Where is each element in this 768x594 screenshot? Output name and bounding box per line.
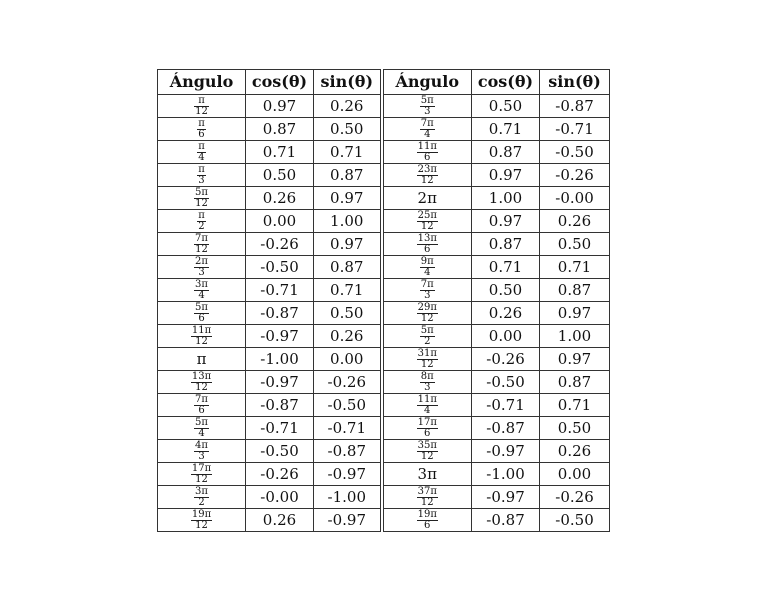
- angle-fraction: [191, 326, 212, 347]
- header-cos-left: cos(θ): [246, 70, 314, 95]
- angle-cell-right: [382, 279, 472, 302]
- sin-cell-left: 0.87: [314, 164, 382, 187]
- angle-denominator: 12: [420, 450, 434, 462]
- cos-cell-right: 1.00: [472, 187, 540, 210]
- sin-cell-left: 0.71: [314, 141, 382, 164]
- angle-fraction: [194, 257, 209, 278]
- angle-denominator: 6: [198, 312, 205, 324]
- angle-fraction: [194, 418, 209, 439]
- angle-denominator: 12: [420, 312, 434, 324]
- angle-denominator: 6: [424, 427, 431, 439]
- cos-cell-left: -0.50: [246, 440, 314, 463]
- sin-cell-right: -0.00: [540, 187, 610, 210]
- angle-numerator: 17π: [191, 462, 212, 474]
- trig-values-table: [157, 69, 610, 532]
- angle-numerator: 11π: [417, 140, 437, 152]
- angle-numerator: 3π: [195, 485, 208, 497]
- angle-fraction: [194, 487, 209, 508]
- angle-fraction: [420, 372, 435, 393]
- angle-fraction: [417, 165, 438, 186]
- sin-cell-left: -1.00: [314, 486, 382, 509]
- angle-denominator: 12: [195, 105, 208, 117]
- angle-denominator: 12: [195, 243, 208, 255]
- angle-numerator: 35π: [417, 439, 437, 451]
- cos-cell-left: -1.00: [246, 348, 314, 371]
- sin-cell-left: -0.26: [314, 371, 382, 394]
- angle-fraction: [420, 96, 435, 117]
- sin-cell-right: -0.26: [540, 164, 610, 187]
- angle-cell-right: [382, 95, 472, 118]
- cos-cell-right: 0.87: [472, 233, 540, 256]
- angle-numerator: 23π: [417, 163, 437, 175]
- angle-denominator: 12: [195, 519, 208, 531]
- angle-cell-left: [158, 95, 246, 118]
- table-row: [158, 141, 610, 164]
- angle-cell-right: [382, 210, 472, 233]
- angle-fraction: [197, 142, 206, 163]
- angle-numerator: 31π: [417, 347, 437, 359]
- cos-cell-left: -0.26: [246, 233, 314, 256]
- sin-cell-left: 1.00: [314, 210, 382, 233]
- angle-numerator: 5π: [195, 416, 208, 428]
- sin-cell-left: -0.97: [314, 509, 382, 532]
- cos-cell-left: -0.50: [246, 256, 314, 279]
- angle-fraction: [194, 96, 209, 117]
- sin-cell-left: -0.50: [314, 394, 382, 417]
- table-row: [158, 486, 610, 509]
- angle-cell-left: [158, 141, 246, 164]
- angle-cell-right: [382, 118, 472, 141]
- angle-numerator: 13π: [191, 370, 212, 382]
- angle-fraction: [191, 372, 212, 393]
- angle-fraction: [194, 188, 209, 209]
- cos-cell-left: 0.71: [246, 141, 314, 164]
- sin-cell-right: 0.50: [540, 233, 610, 256]
- angle-denominator: 4: [198, 289, 205, 301]
- header-cos-right: cos(θ): [472, 70, 540, 95]
- angle-fraction: [194, 303, 209, 324]
- angle-denominator: 2: [198, 220, 205, 232]
- cos-cell-left: 0.26: [246, 187, 314, 210]
- sin-cell-right: 0.87: [540, 279, 610, 302]
- angle-denominator: 3: [424, 381, 431, 393]
- sin-cell-right: 0.71: [540, 394, 610, 417]
- cos-cell-right: 0.71: [472, 118, 540, 141]
- angle-cell-left: [158, 509, 246, 532]
- angle-numerator: π: [194, 96, 209, 107]
- angle-cell-right: [382, 256, 472, 279]
- angle-numerator: π: [198, 117, 205, 129]
- angle-denominator: 6: [424, 151, 431, 163]
- angle-numerator: 7π: [420, 117, 434, 129]
- cos-cell-right: 0.50: [472, 95, 540, 118]
- angle-fraction: [417, 349, 438, 370]
- sin-cell-left: 0.50: [314, 118, 382, 141]
- cos-cell-right: -0.71: [472, 394, 540, 417]
- angle-denominator: 12: [195, 197, 208, 209]
- sin-cell-right: -0.87: [540, 95, 610, 118]
- sin-cell-right: 0.71: [540, 256, 610, 279]
- sin-cell-left: 0.97: [314, 187, 382, 210]
- table-row: [158, 279, 610, 302]
- cos-cell-left: 0.26: [246, 509, 314, 532]
- angle-denominator: 12: [420, 496, 434, 508]
- table-row: [158, 348, 610, 371]
- table-body: [158, 95, 610, 532]
- angle-fraction: [197, 211, 206, 232]
- angle-denominator: 4: [198, 151, 205, 163]
- angle-cell-left: [158, 394, 246, 417]
- angle-denominator: 4: [424, 128, 431, 140]
- sin-cell-right: -0.26: [540, 486, 610, 509]
- header-sin-right: sin(θ): [540, 70, 610, 95]
- angle-cell-right: [382, 417, 472, 440]
- angle-numerator: 5π: [195, 186, 208, 198]
- angle-fraction: [420, 326, 435, 347]
- angle-denominator: 3: [198, 450, 205, 462]
- cos-cell-left: -0.87: [246, 302, 314, 325]
- cos-cell-right: 0.26: [472, 302, 540, 325]
- table-row: [158, 164, 610, 187]
- angle-numerator: 19π: [191, 508, 212, 520]
- sin-cell-right: 0.26: [540, 440, 610, 463]
- cos-cell-left: -0.97: [246, 371, 314, 394]
- angle-cell-left: [158, 279, 246, 302]
- angle-numerator: 3π: [195, 278, 208, 290]
- angle-denominator: 12: [420, 174, 434, 186]
- angle-cell-left: [158, 187, 246, 210]
- angle-denominator: 12: [420, 220, 434, 232]
- angle-fraction: [417, 510, 438, 531]
- cos-cell-left: 0.87: [246, 118, 314, 141]
- angle-cell-left: [158, 348, 246, 371]
- table-row: [158, 440, 610, 463]
- angle-cell-right: [382, 509, 472, 532]
- sin-cell-left: 0.50: [314, 302, 382, 325]
- angle-cell-right: [382, 463, 472, 486]
- table-row: [158, 371, 610, 394]
- cos-cell-left: -0.87: [246, 394, 314, 417]
- header-row: [158, 70, 610, 95]
- angle-fraction: [417, 441, 438, 462]
- sin-cell-right: 0.00: [540, 463, 610, 486]
- angle-value: 3π: [417, 464, 437, 483]
- angle-cell-left: [158, 325, 246, 348]
- angle-cell-left: [158, 440, 246, 463]
- angle-denominator: 2: [424, 335, 431, 347]
- angle-fraction: [417, 418, 438, 439]
- angle-numerator: 5π: [420, 94, 434, 106]
- sin-cell-right: -0.71: [540, 118, 610, 141]
- angle-numerator: 7π: [195, 393, 208, 405]
- cos-cell-left: 0.50: [246, 164, 314, 187]
- sin-cell-right: 0.50: [540, 417, 610, 440]
- table-row: [158, 256, 610, 279]
- angle-fraction: [191, 510, 212, 531]
- angle-denominator: 12: [195, 381, 208, 393]
- table-row: [158, 417, 610, 440]
- table-row: [158, 325, 610, 348]
- angle-fraction: [194, 280, 209, 301]
- angle-numerator: 2π: [195, 255, 208, 267]
- angle-fraction: [197, 165, 206, 186]
- angle-denominator: 6: [198, 404, 205, 416]
- angle-denominator: 6: [424, 519, 431, 531]
- angle-cell-right: [382, 141, 472, 164]
- angle-fraction: [417, 303, 438, 324]
- angle-numerator: π: [198, 163, 205, 175]
- angle-numerator: 5π: [420, 324, 434, 336]
- sin-cell-left: -0.87: [314, 440, 382, 463]
- table-row: [158, 233, 610, 256]
- angle-cell-right: [382, 164, 472, 187]
- sin-cell-left: -0.71: [314, 417, 382, 440]
- header-sin-left: sin(θ): [314, 70, 382, 95]
- angle-cell-left: [158, 417, 246, 440]
- angle-fraction: [417, 142, 438, 163]
- cos-cell-right: -0.26: [472, 348, 540, 371]
- angle-numerator: 17π: [417, 416, 437, 428]
- angle-numerator: 9π: [420, 255, 434, 267]
- angle-cell-left: [158, 118, 246, 141]
- angle-cell-right: [382, 325, 472, 348]
- angle-numerator: 7π: [195, 232, 208, 244]
- angle-fraction: [191, 464, 212, 485]
- cos-cell-left: -0.26: [246, 463, 314, 486]
- table-row: [158, 394, 610, 417]
- angle-denominator: 6: [198, 128, 205, 140]
- angle-numerator: 5π: [195, 301, 208, 313]
- angle-cell-right: [382, 440, 472, 463]
- angle-denominator: 4: [424, 266, 431, 278]
- angle-cell-left: [158, 371, 246, 394]
- table-row: [158, 302, 610, 325]
- angle-value: 2π: [417, 188, 437, 207]
- angle-cell-right: [382, 187, 472, 210]
- angle-denominator: 12: [195, 335, 208, 347]
- angle-denominator: 2: [198, 496, 205, 508]
- angle-fraction: [194, 441, 209, 462]
- angle-numerator: 37π: [417, 485, 437, 497]
- sin-cell-left: 0.87: [314, 256, 382, 279]
- angle-numerator: 25π: [417, 209, 437, 221]
- angle-fraction: [420, 119, 435, 140]
- angle-fraction: [420, 280, 435, 301]
- sin-cell-left: -0.97: [314, 463, 382, 486]
- cos-cell-right: 0.71: [472, 256, 540, 279]
- cos-cell-right: 0.97: [472, 164, 540, 187]
- angle-fraction: [194, 234, 209, 255]
- cos-cell-right: -0.97: [472, 440, 540, 463]
- sin-cell-left: 0.26: [314, 325, 382, 348]
- table-row: [158, 187, 610, 210]
- sin-cell-left: 0.26: [314, 95, 382, 118]
- cos-cell-left: -0.97: [246, 325, 314, 348]
- table-row: [158, 118, 610, 141]
- angle-denominator: 6: [424, 243, 431, 255]
- angle-denominator: 3: [198, 266, 205, 278]
- angle-cell-left: [158, 210, 246, 233]
- header-angle-right: Ángulo: [382, 70, 472, 95]
- cos-cell-right: -0.87: [472, 509, 540, 532]
- angle-fraction: [194, 395, 209, 416]
- angle-cell-right: [382, 394, 472, 417]
- angle-cell-left: [158, 302, 246, 325]
- sin-cell-right: 0.87: [540, 371, 610, 394]
- angle-cell-left: [158, 256, 246, 279]
- angle-denominator: 4: [424, 404, 431, 416]
- angle-numerator: 11π: [417, 393, 437, 405]
- sin-cell-left: 0.71: [314, 279, 382, 302]
- angle-numerator: 8π: [420, 370, 434, 382]
- angle-fraction: [417, 234, 438, 255]
- sin-cell-right: -0.50: [540, 141, 610, 164]
- cos-cell-right: -0.87: [472, 417, 540, 440]
- angle-numerator: 19π: [417, 508, 437, 520]
- angle-denominator: 4: [198, 427, 205, 439]
- angle-denominator: 12: [420, 358, 434, 370]
- angle-fraction: [417, 487, 438, 508]
- angle-cell-right: [382, 486, 472, 509]
- cos-cell-left: 0.97: [246, 95, 314, 118]
- sin-cell-left: 0.97: [314, 233, 382, 256]
- angle-cell-left: [158, 463, 246, 486]
- angle-numerator: 29π: [417, 301, 437, 313]
- sin-cell-right: 0.26: [540, 210, 610, 233]
- angle-fraction: [417, 211, 438, 232]
- angle-cell-right: [382, 302, 472, 325]
- sin-cell-left: 0.00: [314, 348, 382, 371]
- angle-denominator: 12: [195, 473, 208, 485]
- angle-numerator: π: [198, 209, 205, 221]
- sin-cell-right: 0.97: [540, 348, 610, 371]
- cos-cell-right: 0.00: [472, 325, 540, 348]
- angle-value: π: [196, 349, 207, 368]
- angle-cell-left: [158, 233, 246, 256]
- angle-denominator: 3: [424, 105, 431, 117]
- angle-fraction: [417, 395, 438, 416]
- angle-fraction: [197, 119, 206, 140]
- cos-cell-left: -0.71: [246, 417, 314, 440]
- angle-denominator: 3: [198, 174, 205, 186]
- header-angle-left: Ángulo: [158, 70, 246, 95]
- angle-denominator: 3: [424, 289, 431, 301]
- table-row: [158, 95, 610, 118]
- sin-cell-right: 1.00: [540, 325, 610, 348]
- table-row: [158, 509, 610, 532]
- cos-cell-left: -0.71: [246, 279, 314, 302]
- sin-cell-right: 0.97: [540, 302, 610, 325]
- cos-cell-right: 0.87: [472, 141, 540, 164]
- angle-fraction: [420, 257, 435, 278]
- angle-numerator: 7π: [420, 278, 434, 290]
- table-row: [158, 463, 610, 486]
- angle-cell-right: [382, 348, 472, 371]
- angle-numerator: 11π: [191, 324, 212, 336]
- cos-cell-right: 0.50: [472, 279, 540, 302]
- angle-cell-left: [158, 486, 246, 509]
- sin-cell-right: -0.50: [540, 509, 610, 532]
- angle-cell-right: [382, 371, 472, 394]
- angle-numerator: 13π: [417, 232, 437, 244]
- cos-cell-right: -0.50: [472, 371, 540, 394]
- cos-cell-right: -1.00: [472, 463, 540, 486]
- angle-numerator: π: [198, 140, 205, 152]
- cos-cell-right: -0.97: [472, 486, 540, 509]
- cos-cell-left: -0.00: [246, 486, 314, 509]
- table-row: [158, 210, 610, 233]
- angle-numerator: 4π: [195, 439, 208, 451]
- angle-cell-left: [158, 164, 246, 187]
- cos-cell-left: 0.00: [246, 210, 314, 233]
- angle-cell-right: [382, 233, 472, 256]
- cos-cell-right: 0.97: [472, 210, 540, 233]
